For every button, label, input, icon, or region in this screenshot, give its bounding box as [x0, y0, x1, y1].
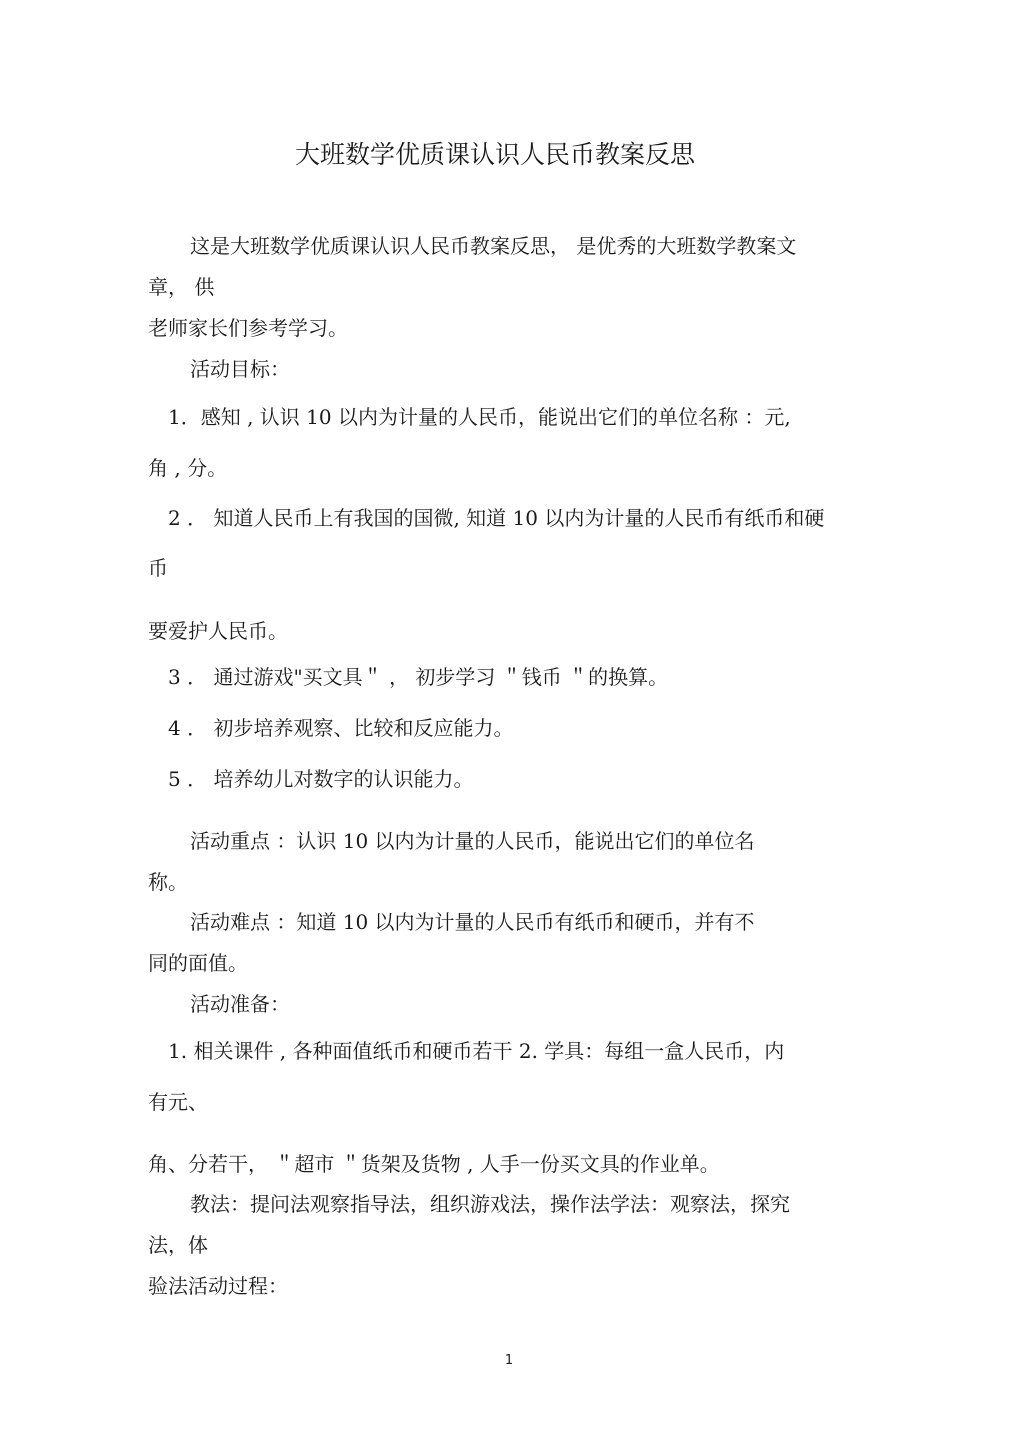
section-heading: 活动目标： [190, 357, 290, 381]
page-number: 1 [504, 1353, 514, 1368]
paragraph-line: 章， 供 [148, 275, 215, 299]
paragraph-line: 角、分若干， ＂超市 ＂货架及货物 , 人手一份买文具的作业单。 [148, 1152, 720, 1176]
paragraph-line: 有元、 [148, 1090, 208, 1114]
list-item: 3 ． 通过游戏"买文具＂ ， 初步学习 ＂钱币 ＂的换算。 [168, 665, 669, 689]
list-item: 1. 相关课件 , 各种面值纸币和硬币若干 2. 学具：每组一盒人民币，内 [168, 1039, 785, 1063]
paragraph-line: 同的面值。 [148, 951, 248, 975]
list-item: 2 ． 知道人民币上有我国的国微, 知道 10 以内为计量的人民币有纸币和硬 [168, 506, 825, 530]
paragraph-line: 这是大班数学优质课认识人民币教案反思， 是优秀的大班数学教案文 [190, 234, 797, 258]
paragraph-line: 教法：提问法观察指导法，组织游戏法，操作法学法：观察法，探究 [190, 1192, 790, 1216]
paragraph-line: 称。 [148, 870, 188, 894]
paragraph-line: 验法活动过程： [148, 1274, 288, 1298]
paragraph-line: 法，体 [148, 1233, 208, 1257]
paragraph-line: 角 , 分。 [148, 456, 228, 480]
document-title: 大班数学优质课认识人民币教案反思 [294, 140, 695, 169]
list-item: 1．感知 , 认识 10 以内为计量的人民币，能说出它们的单位名称 ：元, [168, 405, 791, 429]
paragraph-line: 要爱护人民币。 [148, 619, 288, 643]
paragraph-line: 活动难点 ：知道 10 以内为计量的人民币有纸币和硬币，并有不 [190, 910, 755, 934]
section-heading: 活动准备： [190, 992, 290, 1016]
list-item: 5 ． 培养幼儿对数字的认识能力。 [168, 767, 474, 791]
paragraph-line: 老师家长们参考学习。 [148, 316, 348, 340]
list-item: 4 ． 初步培养观察、比较和反应能力。 [168, 716, 514, 740]
paragraph-line: 币 [148, 556, 168, 580]
paragraph-line: 活动重点 ：认识 10 以内为计量的人民币，能说出它们的单位名 [190, 829, 755, 853]
